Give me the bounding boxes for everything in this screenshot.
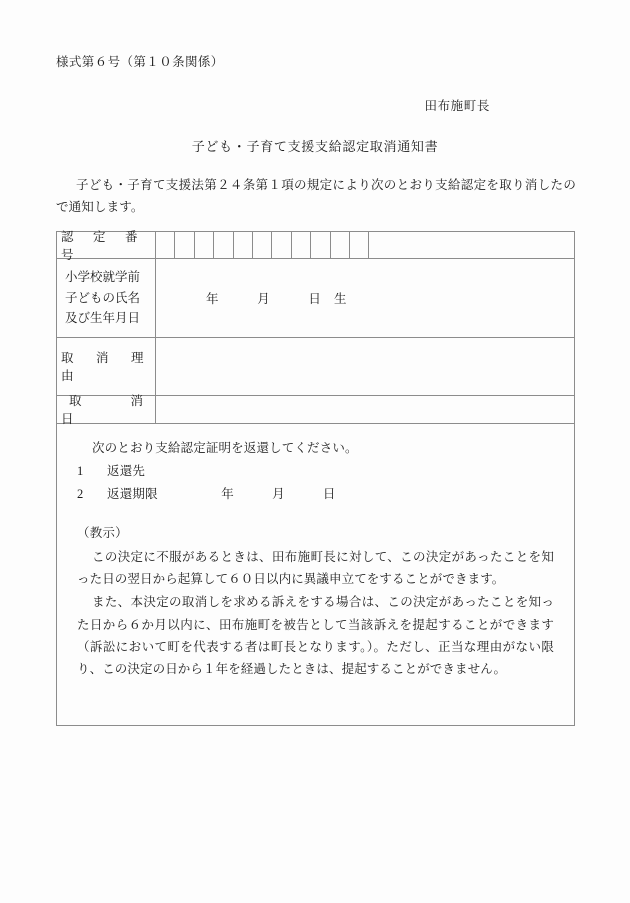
intro-paragraph: 子ども・子育て支援法第２４条第１項の規定により次のとおり支給認定を取り消したので通知します。 (56, 178, 576, 214)
digit-cell[interactable] (214, 232, 233, 258)
digit-cell[interactable] (175, 232, 194, 258)
table-row-notice-block (57, 424, 575, 726)
notice-item-text: 返還期限 年 月 日 (107, 486, 336, 501)
notice-lead-text: 次のとおり支給認定証明を返還してください。 (92, 440, 358, 455)
digit-cell[interactable] (195, 232, 214, 258)
notice-item (77, 460, 554, 483)
value-cancel-reason[interactable] (156, 338, 574, 395)
instruction-paragraph-litigation: また、本決定の取消しを求める訴えをする場合は、この決定があったことを知った日から６か月以内に、田布施町を被告として当該訴えを提起することができます（訴訟において町を代表する者は町長となります。）。ただし、正当な理由がない限り、この決定の日から１年を経過したときは、提起することができません。 (77, 595, 554, 677)
notice-item (77, 483, 554, 506)
digit-cell[interactable] (311, 232, 330, 258)
table-row-cancel-reason (57, 338, 575, 396)
notice-item-index: 1 (77, 463, 84, 478)
digit-cell[interactable] (350, 232, 369, 258)
certification-number-remainder (369, 232, 574, 258)
notice-item-index: 2 (77, 486, 84, 501)
instruction-paragraph-appeal: この決定に不服があるときは、田布施町長に対して、この決定があったことを知った日の翌日から起算して６０日以内に異議申立てをすることができます。 (77, 549, 554, 587)
notification-table (56, 231, 575, 726)
table-row-certification-number (57, 230, 575, 262)
digit-cell[interactable] (253, 232, 272, 258)
value-child-name-birth[interactable] (156, 259, 574, 337)
label-certification-number: 認 定 番 号 (57, 232, 156, 258)
birth-date-line: 年 月 日 生 (206, 291, 347, 306)
label-cancel-date: 取 消 日 (57, 396, 156, 423)
table-row-cancel-date (57, 394, 575, 427)
issuing-authority: 田布施町長 (424, 99, 490, 113)
form-number: 様式第６号（第１０条関係） (56, 55, 224, 69)
notice-item-text: 返還先 (107, 463, 146, 478)
value-certification-number[interactable] (156, 232, 574, 258)
digit-cell[interactable] (331, 232, 350, 258)
value-cancel-date[interactable] (156, 396, 574, 423)
certification-number-digit-strip[interactable] (156, 232, 574, 258)
digit-cell[interactable] (156, 232, 175, 258)
digit-cell[interactable] (292, 232, 311, 258)
label-child-name-birth: 小学校就学前子どもの氏名及び生年月日 (57, 259, 156, 337)
document-title: 子ども・子育て支援支給認定取消通知書 (191, 139, 439, 154)
instruction-heading: （教示） (77, 526, 128, 540)
table-row-child-name-birth (57, 259, 575, 338)
label-cancel-reason: 取 消 理 由 (57, 338, 156, 395)
digit-cell[interactable] (234, 232, 253, 258)
digit-cell[interactable] (272, 232, 291, 258)
